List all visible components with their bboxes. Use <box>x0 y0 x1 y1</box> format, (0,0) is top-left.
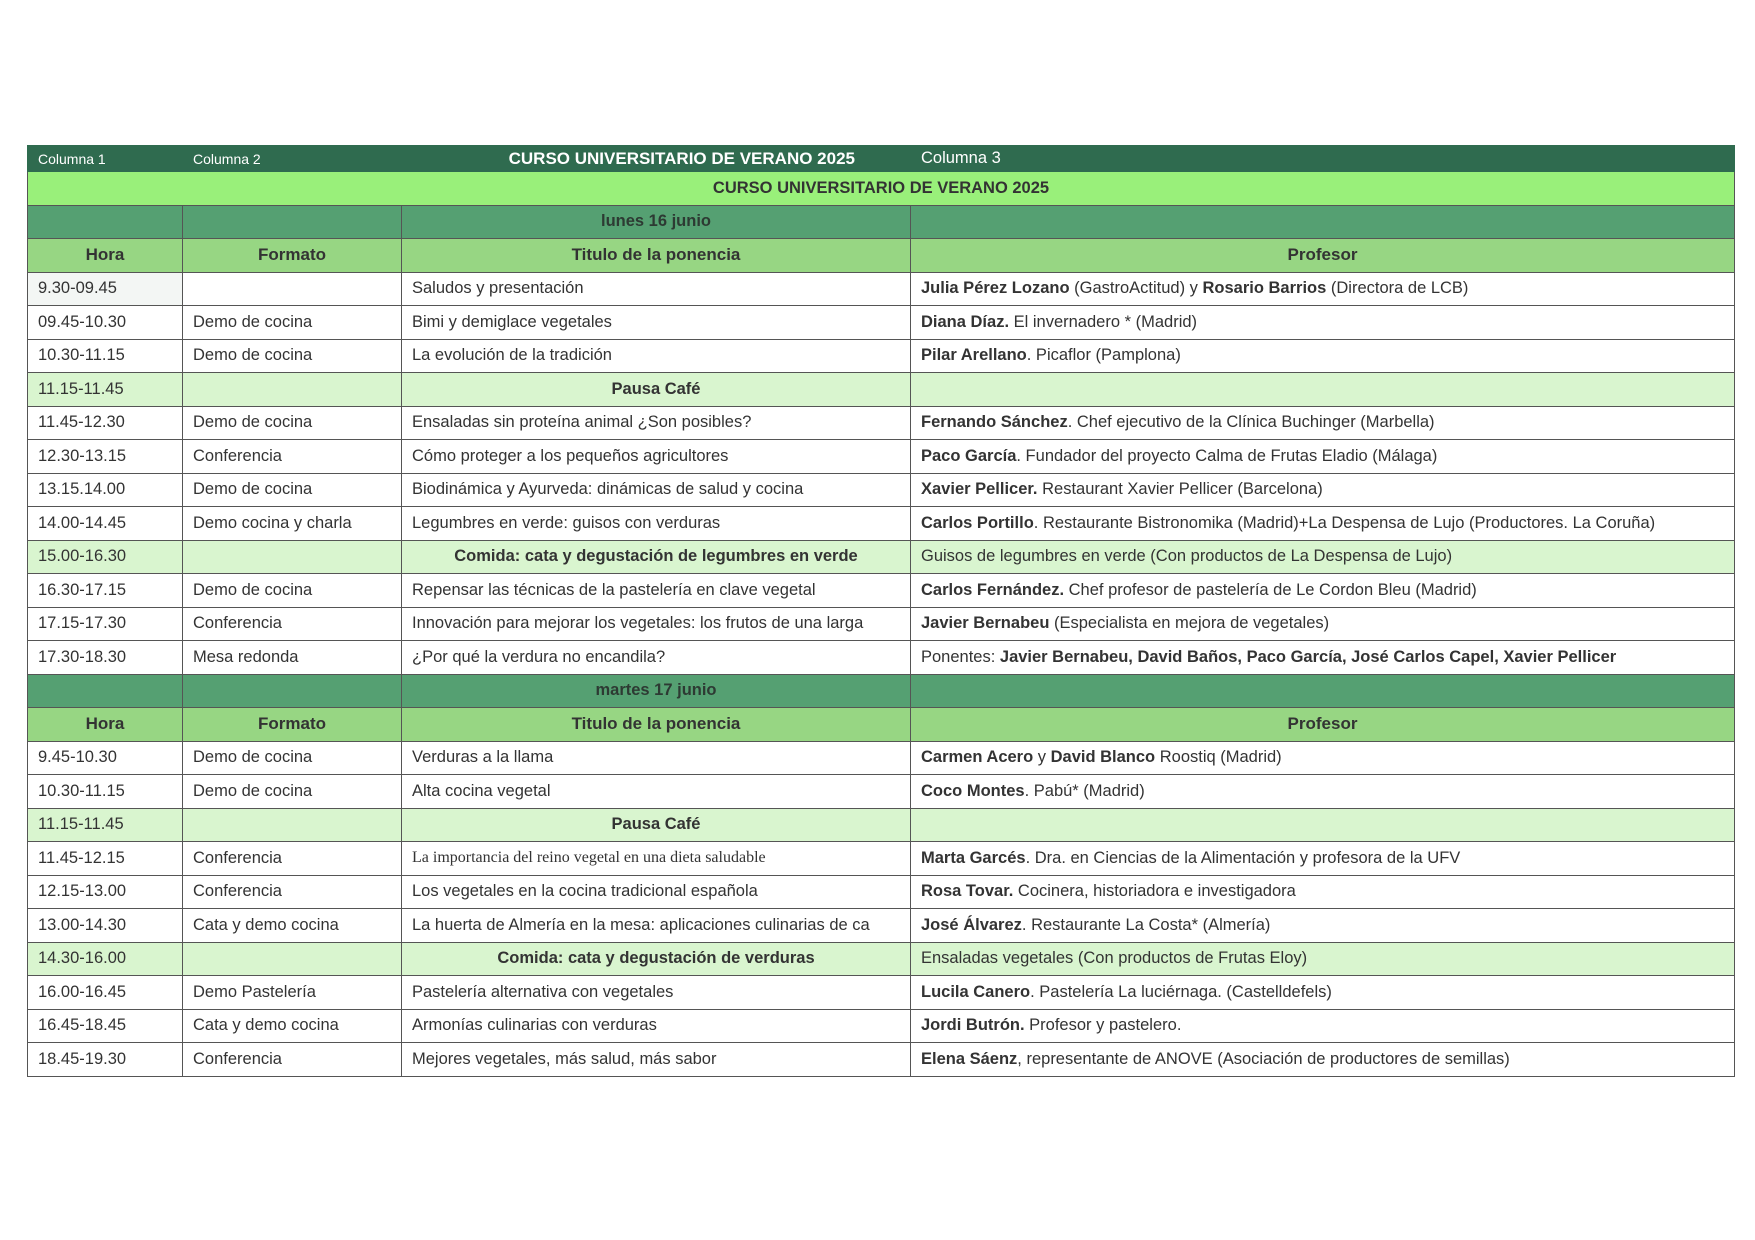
speaker-detail: El invernadero * (Madrid) <box>1009 312 1198 331</box>
schedule-sheet <box>27 145 1734 1077</box>
speaker-detail: y <box>1033 748 1051 767</box>
speaker-detail: (Especialista en mejora de vegetales) <box>1049 614 1330 633</box>
speaker-detail: Guisos de legumbres en verde (Con productos de La Despensa de Lujo) <box>921 547 1453 566</box>
session-format: Conferencia <box>183 440 402 474</box>
pause-row <box>28 808 1735 842</box>
session-row <box>28 976 1735 1010</box>
speaker-name: José Álvarez <box>921 915 1022 934</box>
speaker-name: Carlos Fernández. <box>921 580 1065 599</box>
session-title: Verduras a la llama <box>402 741 911 775</box>
column-2-header[interactable]: Columna 2 <box>183 146 402 172</box>
day-header-row <box>28 674 1735 708</box>
session-format: Mesa redonda <box>183 641 402 675</box>
pause-row <box>28 373 1735 407</box>
session-title: Bimi y demiglace vegetales <box>402 306 911 340</box>
speaker-name: Lucila Canero <box>921 982 1031 1001</box>
speaker-detail: (GastroActitud) y <box>1069 279 1203 298</box>
speaker-detail: Ensaladas vegetales (Con productos de Frutas Eloy) <box>921 949 1308 968</box>
day-blank-cell <box>183 674 402 708</box>
session-speaker <box>911 808 1735 842</box>
session-time: 10.30-11.15 <box>28 775 183 809</box>
session-speaker <box>911 272 1735 306</box>
session-format: Demo de cocina <box>183 741 402 775</box>
session-time: 16.30-17.15 <box>28 574 183 608</box>
session-row <box>28 1043 1735 1077</box>
session-row <box>28 272 1735 306</box>
session-speaker <box>911 574 1735 608</box>
session-speaker <box>911 741 1735 775</box>
speaker-name: Pilar Arellano <box>921 346 1027 365</box>
session-format: Demo Pastelería <box>183 976 402 1010</box>
session-row <box>28 473 1735 507</box>
session-speaker <box>911 607 1735 641</box>
speaker-name: Xavier Pellicer. <box>921 480 1038 499</box>
session-format: Demo de cocina <box>183 339 402 373</box>
speaker-detail: . Pastelería La luciérnaga. (Castelldefels) <box>1030 982 1332 1001</box>
day-label: lunes 16 junio <box>402 205 911 239</box>
session-format: Conferencia <box>183 1043 402 1077</box>
session-format: Cata y demo cocina <box>183 1009 402 1043</box>
session-speaker <box>911 641 1735 675</box>
session-speaker <box>911 373 1735 407</box>
speaker-name: Julia Pérez Lozano <box>921 279 1070 298</box>
speaker-name: Carmen Acero <box>921 748 1034 767</box>
session-format <box>183 808 402 842</box>
session-format: Conferencia <box>183 842 402 876</box>
session-format <box>183 373 402 407</box>
columns-header-row <box>28 708 1735 742</box>
session-speaker <box>911 942 1735 976</box>
session-title: La importancia del reino vegetal en una dieta saludable <box>402 842 911 876</box>
speaker-name: Fernando Sánchez <box>921 413 1068 432</box>
session-title: Biodinámica y Ayurveda: dinámicas de salud y cocina <box>402 473 911 507</box>
session-row <box>28 574 1735 608</box>
speaker-name: Javier Bernabeu <box>921 614 1050 633</box>
day-blank-cell <box>28 205 183 239</box>
columns-header-row <box>28 239 1735 273</box>
session-title: La huerta de Almería en la mesa: aplicaciones culinarias de ca <box>402 909 911 943</box>
session-speaker <box>911 440 1735 474</box>
speaker-name: Paco García <box>921 446 1017 465</box>
session-title: Ensaladas sin proteína animal ¿Son posibles? <box>402 406 911 440</box>
session-speaker <box>911 1043 1735 1077</box>
session-time: 16.45-18.45 <box>28 1009 183 1043</box>
column-title-header[interactable]: CURSO UNIVERSITARIO DE VERANO 2025 <box>402 146 911 172</box>
session-title: Mejores vegetales, más salud, más sabor <box>402 1043 911 1077</box>
session-title: Cómo proteger a los pequeños agricultores <box>402 440 911 474</box>
session-speaker <box>911 842 1735 876</box>
session-time: 11.15-11.45 <box>28 808 183 842</box>
speaker-name: Marta Garcés <box>921 848 1026 867</box>
speaker-detail: . Restaurante Bistronomika (Madrid)+La Despensa de Lujo (Productores. La Coruña) <box>1033 513 1656 532</box>
session-time: 12.30-13.15 <box>28 440 183 474</box>
speaker-detail: Ponentes: <box>921 647 1000 666</box>
session-speaker <box>911 507 1735 541</box>
session-format <box>183 942 402 976</box>
speaker-name: Elena Sáenz <box>921 1049 1018 1068</box>
formato-column-header: Formato <box>183 708 402 742</box>
session-speaker <box>911 473 1735 507</box>
session-time: 11.15-11.45 <box>28 373 183 407</box>
session-title: ¿Por qué la verdura no encandila? <box>402 641 911 675</box>
session-title: Innovación para mejorar los vegetales: los frutos de una larga <box>402 607 911 641</box>
hora-column-header: Hora <box>28 708 183 742</box>
session-row <box>28 339 1735 373</box>
day-blank-cell <box>183 205 402 239</box>
session-speaker <box>911 1009 1735 1043</box>
day-header-row <box>28 205 1735 239</box>
session-format: Demo de cocina <box>183 306 402 340</box>
profesor-column-header: Profesor <box>911 708 1735 742</box>
session-time: 9.45-10.30 <box>28 741 183 775</box>
schedule-body <box>28 146 1735 1077</box>
day-blank-cell <box>911 205 1735 239</box>
session-speaker <box>911 540 1735 574</box>
speaker-name: Javier Bernabeu, David Baños, Paco García, José Carlos Capel, Xavier Pellicer <box>999 647 1617 666</box>
meal-row <box>28 942 1735 976</box>
schedule-table <box>27 145 1735 1077</box>
session-time: 15.00-16.30 <box>28 540 183 574</box>
session-time: 14.30-16.00 <box>28 942 183 976</box>
session-title: Pausa Café <box>402 373 911 407</box>
session-format: Demo de cocina <box>183 574 402 608</box>
session-format: Conferencia <box>183 875 402 909</box>
column-header-row <box>28 146 1735 172</box>
speaker-detail: Roostiq (Madrid) <box>1155 748 1282 767</box>
session-title: Repensar las técnicas de la pastelería en clave vegetal <box>402 574 911 608</box>
session-format: Demo cocina y charla <box>183 507 402 541</box>
speaker-detail: . Dra. en Ciencias de la Alimentación y profesora de la UFV <box>1025 848 1461 867</box>
speaker-name: Rosa Tovar. <box>921 882 1014 901</box>
titulo-column-header: Titulo de la ponencia <box>402 239 911 273</box>
speaker-detail: Chef profesor de pastelería de Le Cordon Bleu (Madrid) <box>1064 580 1477 599</box>
session-format: Cata y demo cocina <box>183 909 402 943</box>
formato-column-header: Formato <box>183 239 402 273</box>
hora-column-header: Hora <box>28 239 183 273</box>
session-format: Demo de cocina <box>183 473 402 507</box>
session-row <box>28 440 1735 474</box>
session-time: 13.15.14.00 <box>28 473 183 507</box>
session-speaker <box>911 339 1735 373</box>
session-speaker <box>911 909 1735 943</box>
speaker-detail: Restaurant Xavier Pellicer (Barcelona) <box>1037 480 1323 499</box>
session-title: Comida: cata y degustación de verduras <box>402 942 911 976</box>
session-time: 10.30-11.15 <box>28 339 183 373</box>
session-row <box>28 909 1735 943</box>
session-format <box>183 540 402 574</box>
day-blank-cell <box>911 674 1735 708</box>
session-format: Conferencia <box>183 607 402 641</box>
session-format <box>183 272 402 306</box>
session-row <box>28 306 1735 340</box>
session-speaker <box>911 976 1735 1010</box>
course-title-row <box>28 172 1735 206</box>
speaker-detail: Cocinera, historiadora e investigadora <box>1013 882 1296 901</box>
session-format: Demo de cocina <box>183 406 402 440</box>
course-title: CURSO UNIVERSITARIO DE VERANO 2025 <box>28 172 1735 206</box>
session-time: 17.15-17.30 <box>28 607 183 641</box>
session-time: 09.45-10.30 <box>28 306 183 340</box>
speaker-name: Coco Montes <box>921 781 1025 800</box>
day-blank-cell <box>28 674 183 708</box>
session-time: 11.45-12.30 <box>28 406 183 440</box>
speaker-name: Jordi Butrón. <box>921 1016 1025 1035</box>
session-title: Armonías culinarias con verduras <box>402 1009 911 1043</box>
session-row <box>28 842 1735 876</box>
session-time: 11.45-12.15 <box>28 842 183 876</box>
session-time: 9.30-09.45 <box>28 272 183 306</box>
session-row <box>28 875 1735 909</box>
speaker-detail: , representante de ANOVE (Asociación de productores de semillas) <box>1017 1049 1510 1068</box>
speaker-name: David Blanco <box>1050 748 1156 767</box>
speaker-name: Rosario Barrios <box>1202 279 1327 298</box>
column-3-header[interactable]: Columna 3 <box>911 146 1735 172</box>
speaker-name: Carlos Portillo <box>921 513 1034 532</box>
session-title: Los vegetales en la cocina tradicional española <box>402 875 911 909</box>
speaker-name: Diana Díaz. <box>921 312 1010 331</box>
speaker-detail: . Fundador del proyecto Calma de Frutas Eladio (Málaga) <box>1016 446 1438 465</box>
speaker-detail: . Restaurante La Costa* (Almería) <box>1021 915 1271 934</box>
session-speaker <box>911 306 1735 340</box>
session-time: 17.30-18.30 <box>28 641 183 675</box>
meal-row <box>28 540 1735 574</box>
session-speaker <box>911 775 1735 809</box>
session-title: Pastelería alternativa con vegetales <box>402 976 911 1010</box>
session-row <box>28 1009 1735 1043</box>
session-time: 13.00-14.30 <box>28 909 183 943</box>
session-row <box>28 741 1735 775</box>
speaker-detail: Profesor y pastelero. <box>1024 1016 1182 1035</box>
session-row <box>28 406 1735 440</box>
titulo-column-header: Titulo de la ponencia <box>402 708 911 742</box>
profesor-column-header: Profesor <box>911 239 1735 273</box>
session-row <box>28 775 1735 809</box>
session-speaker <box>911 406 1735 440</box>
day-label: martes 17 junio <box>402 674 911 708</box>
session-time: 14.00-14.45 <box>28 507 183 541</box>
session-row <box>28 507 1735 541</box>
column-1-header[interactable]: Columna 1 <box>28 146 183 172</box>
session-row <box>28 607 1735 641</box>
session-time: 16.00-16.45 <box>28 976 183 1010</box>
session-title: Saludos y presentación <box>402 272 911 306</box>
session-row <box>28 641 1735 675</box>
session-title: Alta cocina vegetal <box>402 775 911 809</box>
speaker-detail: . Pabú* (Madrid) <box>1024 781 1145 800</box>
speaker-detail: . Chef ejecutivo de la Clínica Buchinger (Marbella) <box>1067 413 1435 432</box>
session-title: Pausa Café <box>402 808 911 842</box>
session-time: 12.15-13.00 <box>28 875 183 909</box>
session-title: La evolución de la tradición <box>402 339 911 373</box>
session-format: Demo de cocina <box>183 775 402 809</box>
session-speaker <box>911 875 1735 909</box>
speaker-detail: . Picaflor (Pamplona) <box>1026 346 1181 365</box>
speaker-detail: (Directora de LCB) <box>1326 279 1469 298</box>
session-title: Comida: cata y degustación de legumbres en verde <box>402 540 911 574</box>
session-time: 18.45-19.30 <box>28 1043 183 1077</box>
session-title: Legumbres en verde: guisos con verduras <box>402 507 911 541</box>
